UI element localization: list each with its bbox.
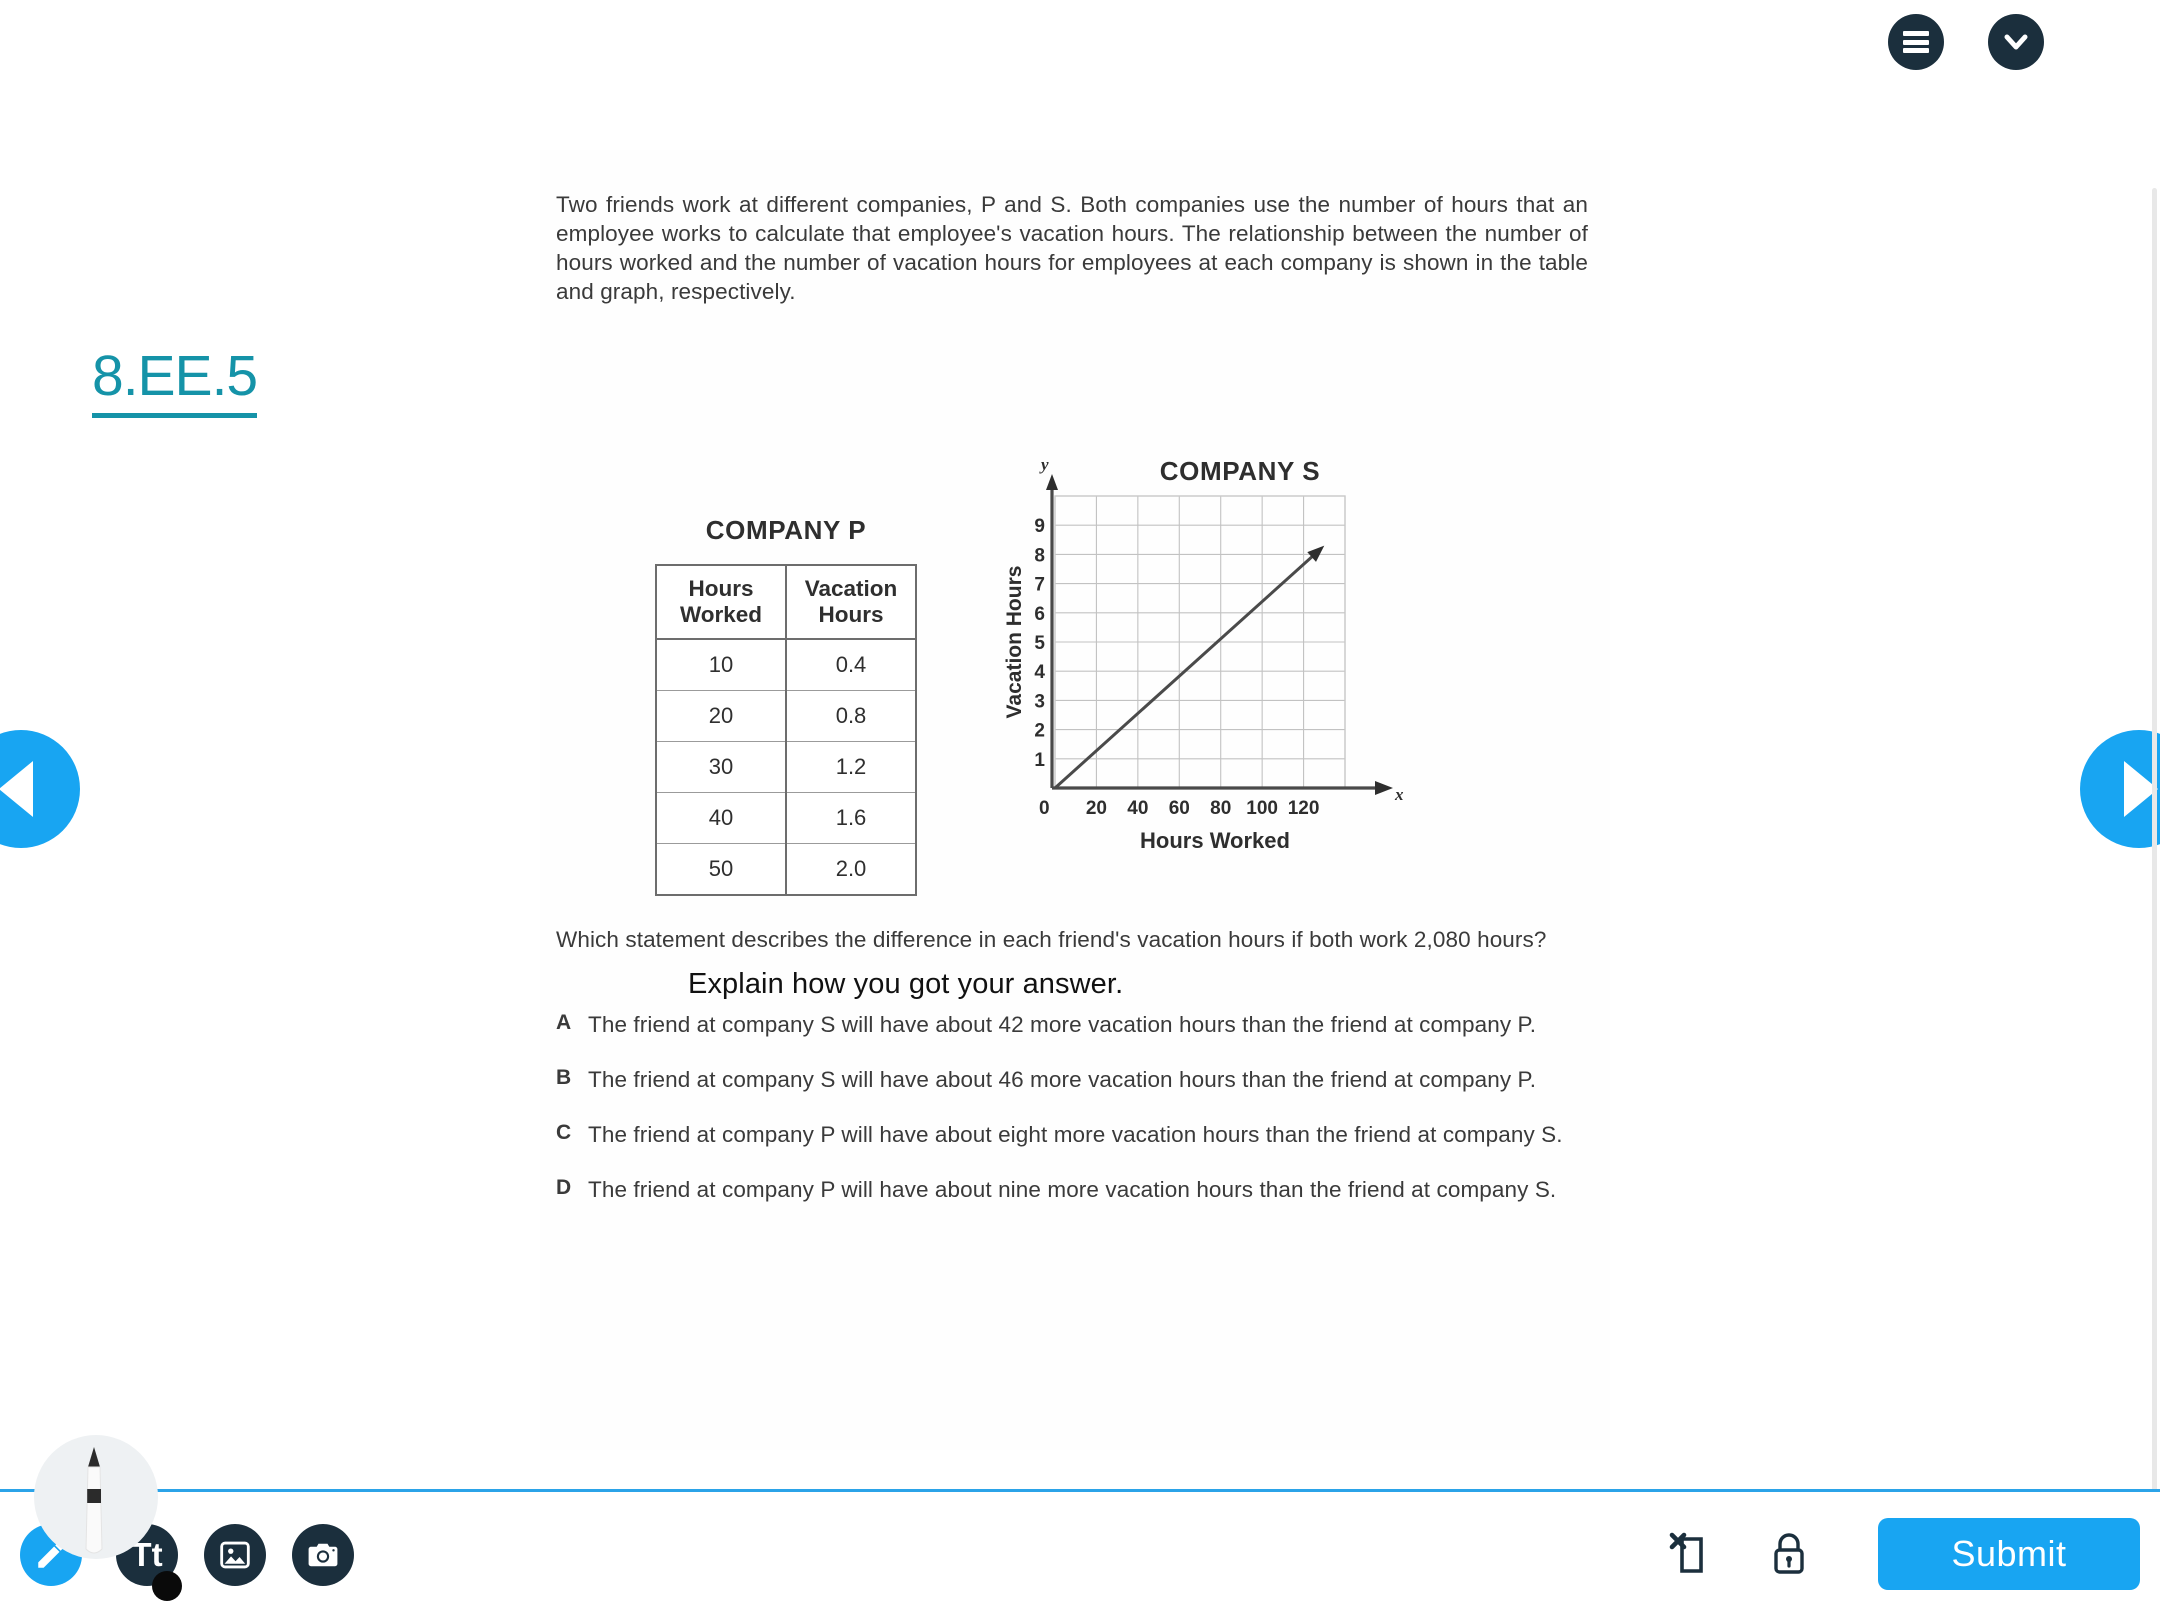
y-tick-label: 4 <box>1034 662 1045 684</box>
company-s-title: COMPANY S <box>1159 456 1321 486</box>
cell-vacation-hours: 0.4 <box>786 639 916 691</box>
y-tick-label: 5 <box>1034 633 1045 654</box>
lock-button[interactable] <box>1760 1524 1818 1582</box>
x-tick-labels <box>1086 798 1320 819</box>
column-header-hours-worked: Hours Worked <box>656 565 786 639</box>
choice-letter: B <box>556 1066 572 1089</box>
hamburger-menu-button[interactable] <box>1888 14 1944 70</box>
table-row <box>656 793 916 844</box>
origin-label: 0 <box>1039 798 1050 819</box>
cell-vacation-hours: 2.0 <box>835 856 867 881</box>
y-axis-arrowhead <box>1046 474 1058 490</box>
y-tick-label: 1 <box>1034 749 1045 771</box>
answer-choice[interactable] <box>556 1010 1596 1039</box>
next-page-button[interactable] <box>2080 730 2160 848</box>
answer-choice[interactable] <box>556 1065 1596 1094</box>
y-tick-labels <box>1034 516 1045 771</box>
y-tick-label: 6 <box>1034 603 1045 625</box>
choice-letter: D <box>556 1176 572 1199</box>
x-tick-label: 100 <box>1246 798 1278 819</box>
company-p-table-block <box>636 515 936 896</box>
chevron-down-icon <box>1999 25 2033 59</box>
text-color-swatch[interactable] <box>152 1571 182 1601</box>
choice-text: The friend at company S will have about 46 more vacation hours than the friend at company P. <box>588 1067 1537 1092</box>
x-tick-label: 20 <box>1085 798 1107 819</box>
table-header-row <box>656 565 916 639</box>
collapse-button[interactable] <box>1988 14 2044 70</box>
cell-hours-worked: 40 <box>656 793 786 844</box>
answer-choice[interactable] <box>556 1175 1596 1204</box>
column-header-vacation-hours: Vacation Hours <box>786 565 916 639</box>
vertical-scrollbar[interactable] <box>2152 188 2157 1518</box>
x-tick-label: 80 <box>1210 798 1232 819</box>
grid-lines <box>1055 496 1345 788</box>
clear-page-button[interactable] <box>1660 1524 1718 1582</box>
x-tick-label: 40 <box>1127 798 1149 819</box>
x-tick-label: 60 <box>1168 798 1190 819</box>
student-annotation: Explain how you got your answer. <box>688 968 1124 1000</box>
company-s-graph-block <box>995 448 1595 868</box>
table-row <box>656 844 916 896</box>
triangle-left-icon <box>0 761 33 817</box>
y-tick-label: 7 <box>1034 574 1045 596</box>
y-axis-title: Vacation Hours <box>1003 565 1026 719</box>
standard-code-link[interactable]: 8.EE.5 <box>92 348 257 418</box>
clear-page-icon <box>1668 1531 1710 1575</box>
intro-paragraph: Two friends work at different companies, P and S. Both companies use the number of hours that an employee works to calculate that employee's vacation hours. The relationship between the number of hours worked and the number of vacation hours for employees at each company is shown in the table and graph, respectively. <box>556 192 1588 304</box>
worksheet-page <box>540 150 1610 1450</box>
previous-page-button[interactable] <box>0 730 80 848</box>
figures-row <box>540 340 1610 881</box>
y-tick-label: 2 <box>1034 720 1045 742</box>
lock-icon <box>1770 1530 1808 1576</box>
choice-letter: A <box>556 1011 572 1034</box>
question-text: Which statement describes the difference in each friend's vacation hours if both work 2,080 hours? <box>556 927 1547 952</box>
x-axis-arrowhead <box>1375 781 1393 795</box>
x-axis-letter: x <box>1395 785 1404 804</box>
cell-vacation-hours: 1.2 <box>786 742 916 793</box>
cell-hours-worked: 20 <box>656 691 786 742</box>
y-tick-label: 9 <box>1034 516 1045 538</box>
table-row <box>656 691 916 742</box>
choice-text: The friend at company S will have about 42 more vacation hours than the friend at company P. <box>588 1012 1537 1037</box>
table-row <box>656 742 916 793</box>
y-tick-label: 3 <box>1034 691 1045 713</box>
answer-choice[interactable] <box>556 1120 1596 1149</box>
camera-tool-button[interactable] <box>292 1524 354 1586</box>
company-p-table <box>655 564 917 896</box>
hamburger-menu-icon <box>1903 31 1929 53</box>
x-axis-title: Hours Worked <box>1140 828 1290 853</box>
cell-hours-worked: 10 <box>656 639 786 691</box>
text-tool-label: Tt <box>131 1536 163 1573</box>
x-tick-label: 120 <box>1287 798 1320 819</box>
top-bar <box>0 0 2160 100</box>
table-row <box>656 639 916 691</box>
stylus-graphic <box>80 1445 108 1557</box>
choice-letter: C <box>556 1121 572 1144</box>
y-axis-letter: y <box>1041 455 1049 474</box>
camera-icon <box>305 1537 341 1573</box>
y-tick-label: 8 <box>1034 545 1045 567</box>
cell-hours-worked: 30 <box>656 742 786 793</box>
answer-choice-list <box>556 1010 1596 1230</box>
image-tool-button[interactable] <box>204 1524 266 1586</box>
company-s-graph <box>995 448 1415 868</box>
cell-vacation-hours: 1.6 <box>786 793 916 844</box>
submit-button[interactable]: Submit <box>1878 1518 2140 1590</box>
cell-hours-worked: 50 <box>656 844 786 896</box>
cell-vacation-hours: 0.8 <box>786 691 916 742</box>
choice-text: The friend at company P will have about nine more vacation hours than the friend at company S. <box>588 1177 1557 1202</box>
company-p-title: COMPANY P <box>705 515 867 545</box>
image-icon <box>218 1538 252 1572</box>
choice-text: The friend at company P will have about eight more vacation hours than the friend at company S. <box>588 1122 1563 1147</box>
